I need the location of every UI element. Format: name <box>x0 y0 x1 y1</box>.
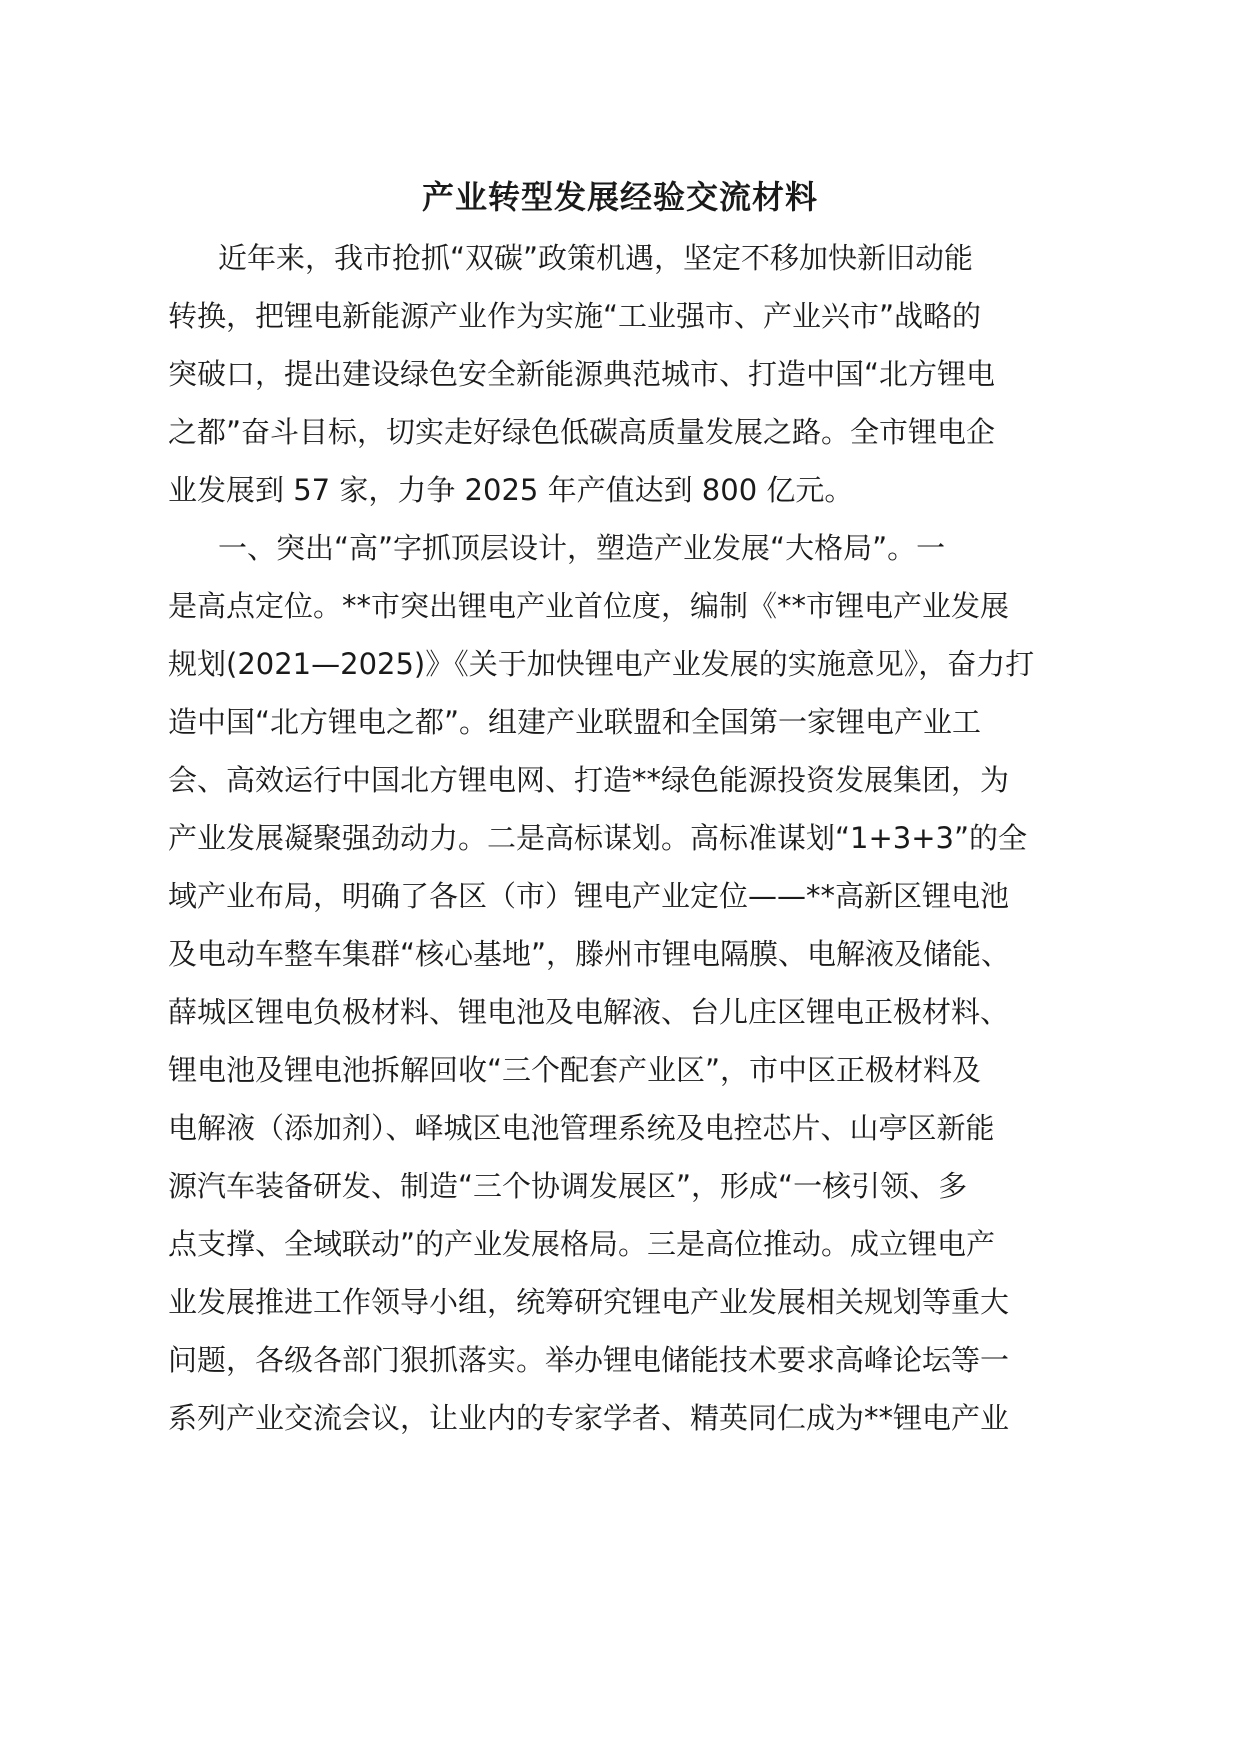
body-line: 是高点定位。**市突出锂电产业首位度，编制《**市锂电产业发展 <box>168 589 1010 623</box>
body-line: 近年来，我市抢抓“双碳”政策机遇，坚定不移加快新旧动能 <box>218 241 974 275</box>
body-line: 一、突出“高”字抓顶层设计，塑造产业发展“大格局”。一 <box>218 531 946 565</box>
body-line: 业发展到 57 家，力争 2025 年产值达到 800 亿元。 <box>168 473 854 507</box>
body-line: 之都”奋斗目标，切实走好绿色低碳高质量发展之路。全市锂电企 <box>168 415 996 449</box>
body-line: 及电动车整车集群“核心基地”，滕州市锂电隔膜、电解液及储能、 <box>168 937 1011 971</box>
body-line: 系列产业交流会议，让业内的专家学者、精英同仁成为**锂电产业 <box>168 1401 1010 1435</box>
body-line: 域产业布局，明确了各区（市）锂电产业定位——**高新区锂电池 <box>168 879 1010 913</box>
body-line: 源汽车装备研发、制造“三个协调发展区”，形成“一核引领、多 <box>168 1169 968 1203</box>
body-line: 薛城区锂电负极材料、锂电池及电解液、台儿庄区锂电正极材料、 <box>168 995 1010 1029</box>
body-line: 点支撑、全域联动”的产业发展格局。三是高位推动。成立锂电产 <box>168 1227 996 1261</box>
body-line: 会、高效运行中国北方锂电网、打造**绿色能源投资发展集团，为 <box>168 763 1010 797</box>
body-line: 电解液（添加剂）、峄城区电池管理系统及电控芯片、山亭区新能 <box>168 1111 995 1145</box>
body-line: 产业发展凝聚强劲动力。二是高标谋划。高标准谋划“1+3+3”的全 <box>168 821 1027 855</box>
body-line: 规划(2021—2025)》《关于加快锂电产业发展的实施意见》，奋力打 <box>168 647 1035 681</box>
body-line: 问题，各级各部门狠抓落实。举办锂电储能技术要求高峰论坛等一 <box>168 1343 1010 1377</box>
body-line: 锂电池及锂电池拆解回收“三个配套产业区”，市中区正极材料及 <box>168 1053 982 1087</box>
body-line: 转换，把锂电新能源产业作为实施“工业强市、产业兴市”战略的 <box>168 299 982 333</box>
body-line: 业发展推进工作领导小组，统筹研究锂电产业发展相关规划等重大 <box>168 1285 1010 1319</box>
document-title: 产业转型发展经验交流材料 <box>421 178 818 216</box>
body-line: 造中国“北方锂电之都”。组建产业联盟和全国第一家锂电产业工 <box>168 705 982 739</box>
body-line: 突破口，提出建设绿色安全新能源典范城市、打造中国“北方锂电 <box>168 357 996 391</box>
